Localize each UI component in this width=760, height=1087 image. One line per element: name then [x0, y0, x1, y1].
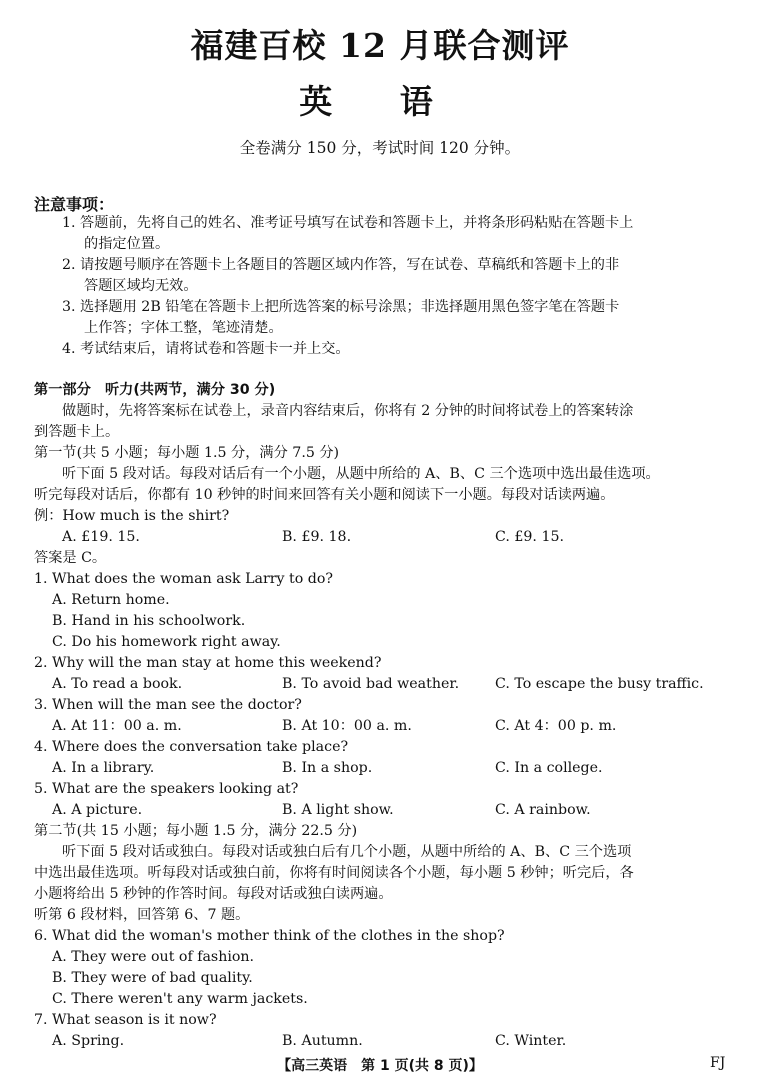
question: 7. What season is it now? — [34, 1012, 217, 1028]
example-option-b: B. £9. 18. — [282, 529, 352, 545]
question: 2. Why will the man stay at home this weekend? — [34, 655, 382, 671]
option-a: A. A picture. — [52, 802, 143, 818]
option-c: C. There weren't any warm jackets. — [52, 991, 308, 1007]
option-b: B. To avoid bad weather. — [282, 676, 460, 692]
option-c: C. To escape the busy traffic. — [495, 676, 704, 692]
option-b: B. At 10：00 a. m. — [282, 718, 412, 734]
part1-intro: 到答题卡上。 — [34, 424, 120, 440]
section1-intro: 听下面 5 段对话。每段对话后有一个小题，从题中所给的 A、B、C 三个选项中选出最佳选项。 — [62, 466, 660, 482]
notice-line: 4. 考试结束后，请将试卷和答题卡一并上交。 — [62, 341, 350, 357]
notice-line: 3. 选择题用 2B 铅笔在答题卡上把所选答案的标号涂黑；非选择题用黑色签字笔在答题卡 — [62, 299, 620, 315]
material-6-heading: 听第 6 段材料，回答第 6、7 题。 — [34, 907, 250, 923]
option-a: A. Return home. — [52, 592, 170, 608]
section2-title: 第二节(共 15 小题；每小题 1.5 分，满分 22.5 分) — [34, 823, 358, 839]
option-c: C. Winter. — [495, 1033, 567, 1049]
question: 6. What did the woman's mother think of the clothes in the shop? — [34, 928, 505, 944]
option-b: B. They were of bad quality. — [52, 970, 253, 986]
option-a: A. Spring. — [52, 1033, 125, 1049]
score-info: 全卷满分 150 分，考试时间 120 分钟。 — [239, 139, 521, 157]
notice-line: 上作答；字体工整，笔迹清楚。 — [84, 320, 283, 336]
option-c: C. In a college. — [495, 760, 603, 776]
section1-title: 第一节(共 5 小题；每小题 1.5 分，满分 7.5 分) — [34, 445, 340, 461]
question: 5. What are the speakers looking at? — [34, 781, 299, 797]
section1-intro: 听完每段对话后，你都有 10 秒钟的时间来回答有关小题和阅读下一小题。每段对话读两遍。 — [34, 487, 615, 503]
exam-title: 福建百校 12 月联合测评 — [190, 26, 570, 65]
question: 4. Where does the conversation take place? — [34, 739, 349, 755]
option-b: B. Hand in his schoolwork. — [52, 613, 246, 629]
section2-intro: 中选出最佳选项。听每段对话或独白前，你将有时间阅读各个小题，每小题 5 秒钟；听完后，各 — [34, 865, 634, 881]
subject-title: 英 语 — [299, 82, 461, 121]
example-option-c: C. £9. 15. — [495, 529, 565, 545]
notice-line: 的指定位置。 — [84, 236, 170, 252]
option-a: A. In a library. — [52, 760, 155, 776]
part1-intro: 做题时，先将答案标在试卷上，录音内容结束后，你将有 2 分钟的时间将试卷上的答案转涂 — [62, 403, 634, 419]
option-c: C. Do his homework right away. — [52, 634, 281, 650]
page-footer: 【高三英语 第 1 页(共 8 页)】 — [277, 1058, 483, 1074]
section2-intro: 听下面 5 段对话或独白。每段对话或独白后有几个小题，从题中所给的 A、B、C 三个选项 — [62, 844, 632, 860]
notice-line: 2. 请按题号顺序在答题卡上各题目的答题区域内作答，写在试卷、草稿纸和答题卡上的非 — [62, 257, 620, 273]
question: 3. When will the man see the doctor? — [34, 697, 302, 713]
option-a: A. They were out of fashion. — [52, 949, 255, 965]
example-answer: 答案是 C。 — [34, 550, 107, 566]
option-a: A. To read a book. — [52, 676, 183, 692]
region-code: FJ — [710, 1055, 726, 1071]
example-option-a: A. £19. 15. — [62, 529, 140, 545]
option-c: C. At 4：00 p. m. — [495, 718, 617, 734]
question: 1. What does the woman ask Larry to do? — [34, 571, 334, 587]
notice-heading: 注意事项： — [34, 195, 115, 214]
notice-line: 1. 答题前，先将自己的姓名、准考证号填写在试卷和答题卡上，并将条形码粘贴在答题卡上 — [62, 215, 634, 231]
part1-title: 第一部分 听力(共两节，满分 30 分) — [34, 382, 276, 398]
example-question: 例：How much is the shirt? — [34, 508, 230, 524]
section2-intro: 小题将给出 5 秒钟的作答时间。每段对话或独白读两遍。 — [34, 886, 393, 902]
notice-line: 答题区域均无效。 — [84, 278, 198, 294]
option-b: B. Autumn. — [282, 1033, 363, 1049]
option-a: A. At 11：00 a. m. — [52, 718, 182, 734]
option-c: C. A rainbow. — [495, 802, 591, 818]
option-b: B. In a shop. — [282, 760, 373, 776]
option-b: B. A light show. — [282, 802, 394, 818]
